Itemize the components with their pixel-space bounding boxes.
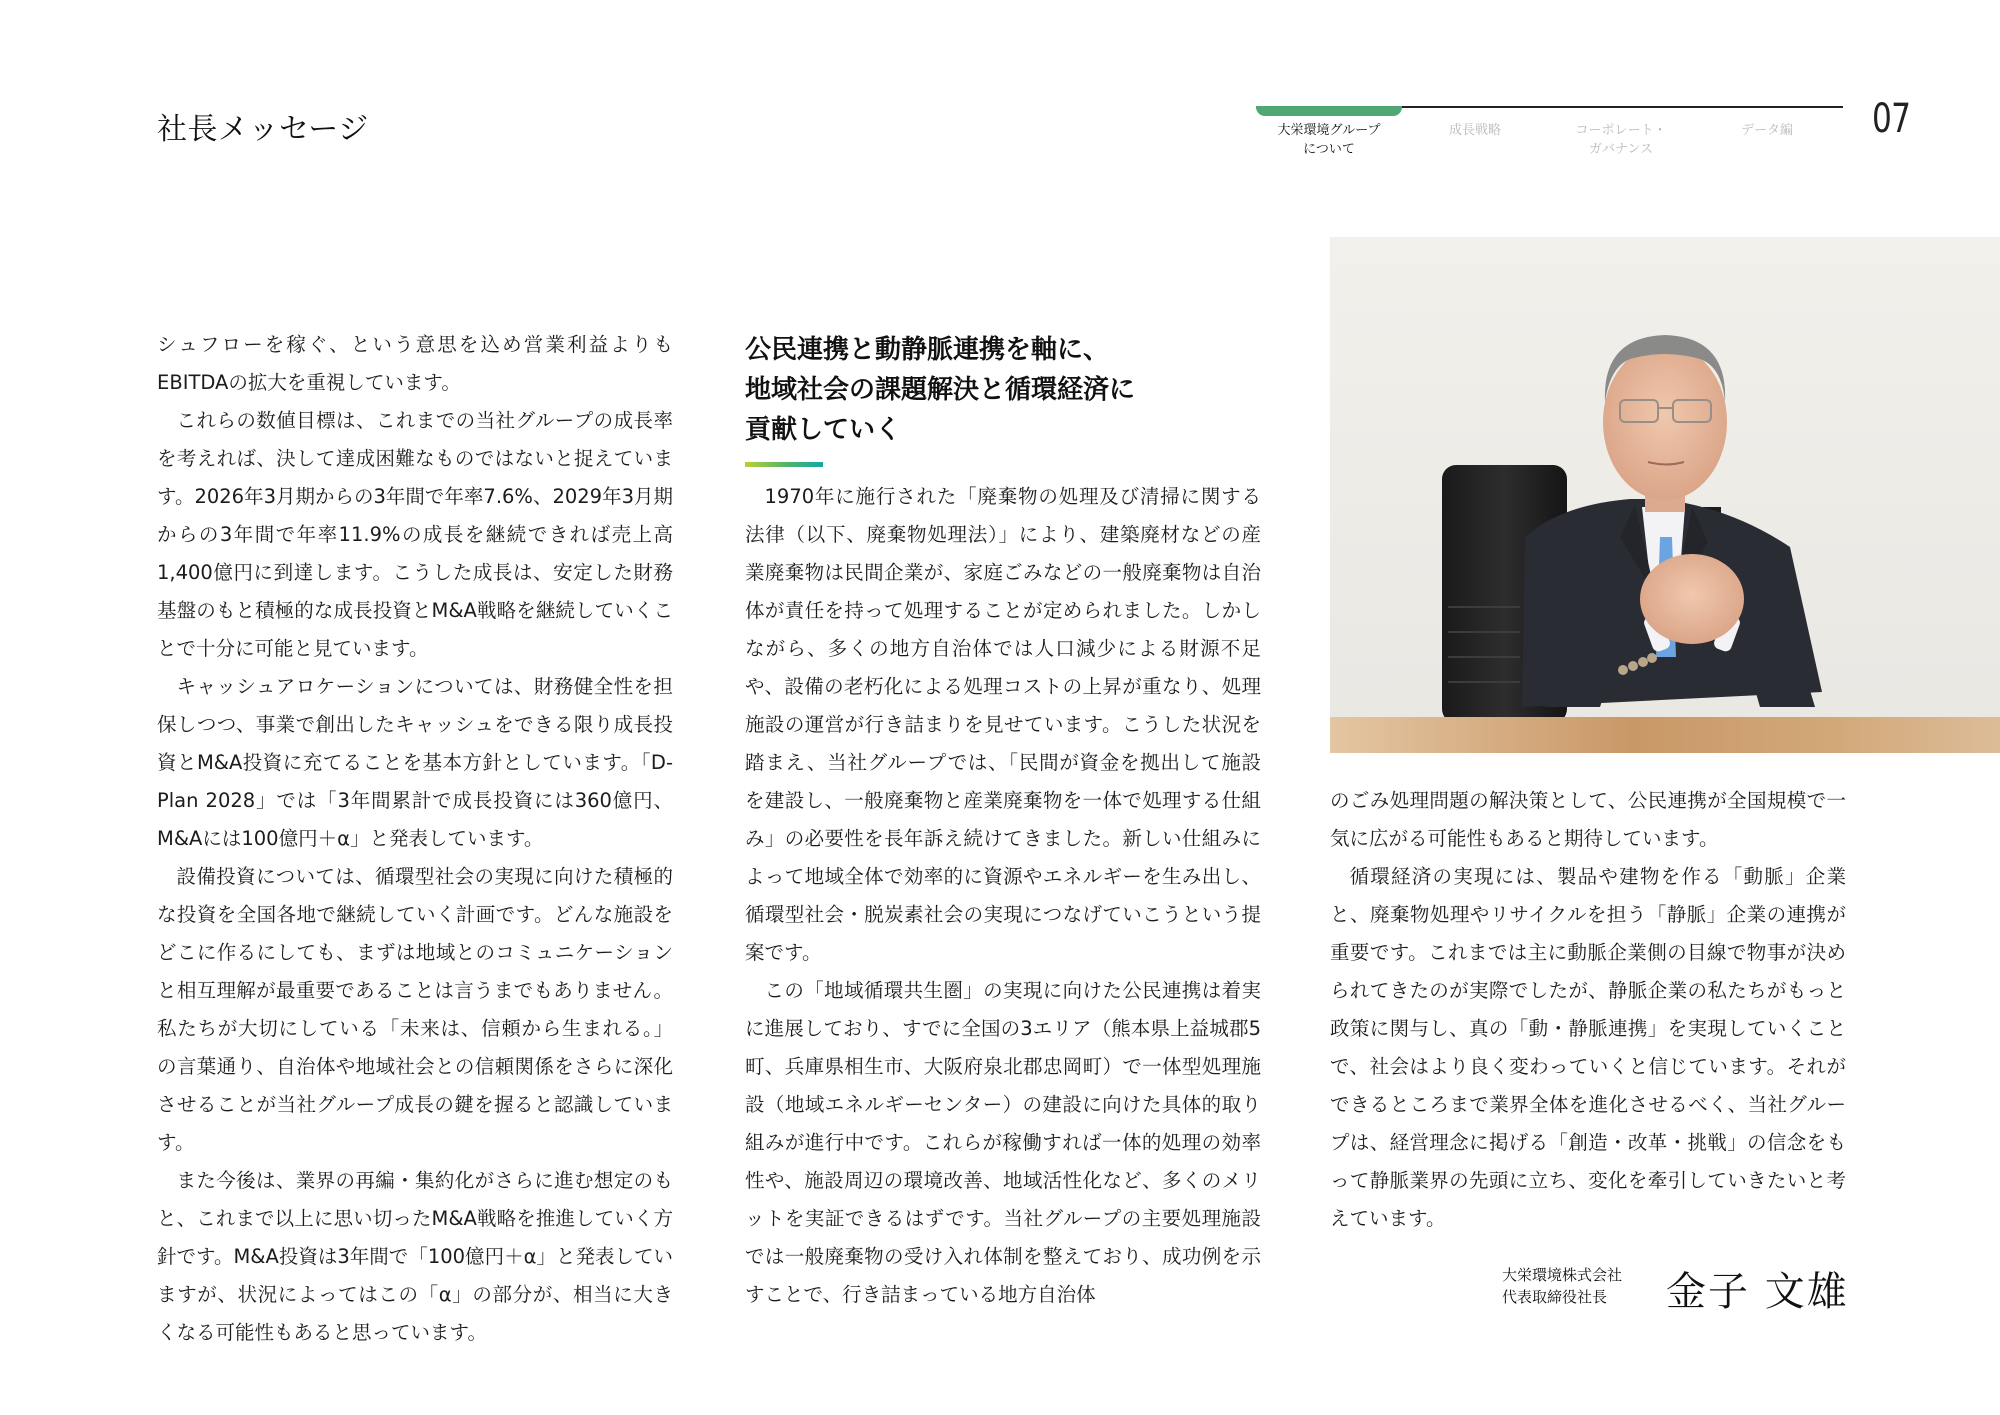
paragraph: 設備投資については、循環型社会の実現に向けた積極的な投資を全国各地で継続していく計画です。どんな施設をどこに作るにしても、まずは地域とのコミュニケーションと相互理解が最重要であることは言うまでもありません。私たちが大切にしている「未来は、信頼から生まれる。」の言葉通り、自治体や地域社会との信頼関係をさらに深化させることが当社グループ成長の鍵を握ると認識しています。 (157, 865, 673, 1154)
nav-active-indicator (1256, 106, 1402, 116)
paragraph: キャッシュアロケーションについては、財務健全性を担保しつつ、事業で創出したキャッシュをできる限り成長投資とM&A投資に充てることを基本方針としています。「D-Plan 2028」では「3年間累計で成長投資には360億円、M&Aには100億円＋α」と発表しています。 (157, 675, 673, 850)
page-title: 社長メッセージ (157, 112, 369, 147)
paragraph: この「地域循環共生圏」の実現に向けた公民連携は着実に進展しており、すでに全国の3エリア（熊本県上益城郡5町、兵庫県相生市、大阪府泉北郡忠岡町）で一体型処理施設（地域エネルギーセンター）の建設に向けた具体的取り組みが進行中です。これらが稼働すれば一体的処理の効率性や、施設周辺の環境改善、地域活性化など、多くのメリットを実証できるはずです。当社グループの主要処理施設では一般廃棄物の受け入れ体制を整えており、成功例を示すことで、行き詰まっている地方自治体 (745, 979, 1261, 1306)
paragraph: 1970年に施行された「廃棄物の処理及び清掃に関する法律（以下、廃棄物処理法）」により、建築廃材などの産業廃棄物は民間企業が、家庭ごみなどの一般廃棄物は自治体が責任を持って処理することが定められました。しかしながら、多くの地方自治体では人口減少による財源不足や、設備の老朽化による処理コストの上昇が重なり、処理施設の運営が行き詰まりを見せています。こうした状況を踏まえ、当社グループでは、「民間が資金を拠出して施設を建設し、一般廃棄物と産業廃棄物を一体で処理する仕組み」の必要性を長年訴え続けてきました。新しい仕組みによって地域全体で効率的に資源やエネルギーを生み出し、循環型社会・脱炭素社会の実現につなげていこうという提案です。 (745, 485, 1261, 964)
section-subheading: 公民連携と動静脈連携を軸に、 地域社会の課題解決と循環経済に 貢献していく (745, 335, 1136, 445)
subheading-accent-rule (745, 462, 823, 467)
president-photo (1330, 237, 2000, 753)
body-column-right (1330, 782, 1846, 1238)
nav-tab-corporate-governance[interactable]: コーポレート・ ガバナンス (1575, 123, 1667, 157)
body-column-middle (745, 478, 1261, 1314)
page-number: 07 (1872, 96, 1911, 142)
paragraph: シュフローを稼ぐ、という意思を込め営業利益よりもEBITDAの拡大を重視しています。 (157, 333, 673, 394)
section-nav (1256, 104, 1843, 164)
portrait-illustration-icon (1330, 237, 2000, 753)
signature-name: 金子 文雄 (1666, 1269, 1849, 1315)
body-column-left (157, 326, 673, 1352)
nav-tab-data[interactable]: データ編 (1740, 123, 1793, 138)
paragraph: これらの数値目標は、これまでの当社グループの成長率を考えれば、決して達成困難なものではないと捉えています。2026年3月期からの3年間で年率7.6%、2029年3月期からの3年間で年率11.9%の成長を継続できれば売上高1,400億円に到達します。こうした成長は、安定した財務基盤のもと積極的な成長投資とM&A戦略を継続していくことで十分に可能と見ています。 (157, 409, 673, 660)
paragraph: のごみ処理問題の解決策として、公民連携が全国規模で一気に広がる可能性もあると期待しています。 (1330, 789, 1846, 850)
paragraph: また今後は、業界の再編・集約化がさらに進む想定のもと、これまで以上に思い切ったM&A戦略を推進していく方針です。M&A投資は3年間で「100億円＋α」と発表していますが、状況によってはこの「α」の部分が、相当に大きくなる可能性もあると思っています。 (157, 1169, 673, 1344)
nav-tab-growth-strategy[interactable]: 成長戦略 (1448, 123, 1501, 138)
signature-title: 大栄環境株式会社 代表取締役社長 (1502, 1266, 1623, 1306)
nav-tab-about-group[interactable]: 大栄環境グループ について (1277, 123, 1381, 157)
paragraph: 循環経済の実現には、製品や建物を作る「動脈」企業と、廃棄物処理やリサイクルを担う「静脈」企業の連携が重要です。これまでは主に動脈企業側の目線で物事が決められてきたのが実際でしたが、静脈企業の私たちがもっと政策に関与し、真の「動・静脈連携」を実現していくことで、社会はより良く変わっていくと信じています。それができるところまで業界全体を進化させるべく、当社グループは、経営理念に掲げる「創造・改革・挑戦」の信念をもって静脈業界の先頭に立ち、変化を牽引していきたいと考えています。 (1330, 865, 1846, 1230)
